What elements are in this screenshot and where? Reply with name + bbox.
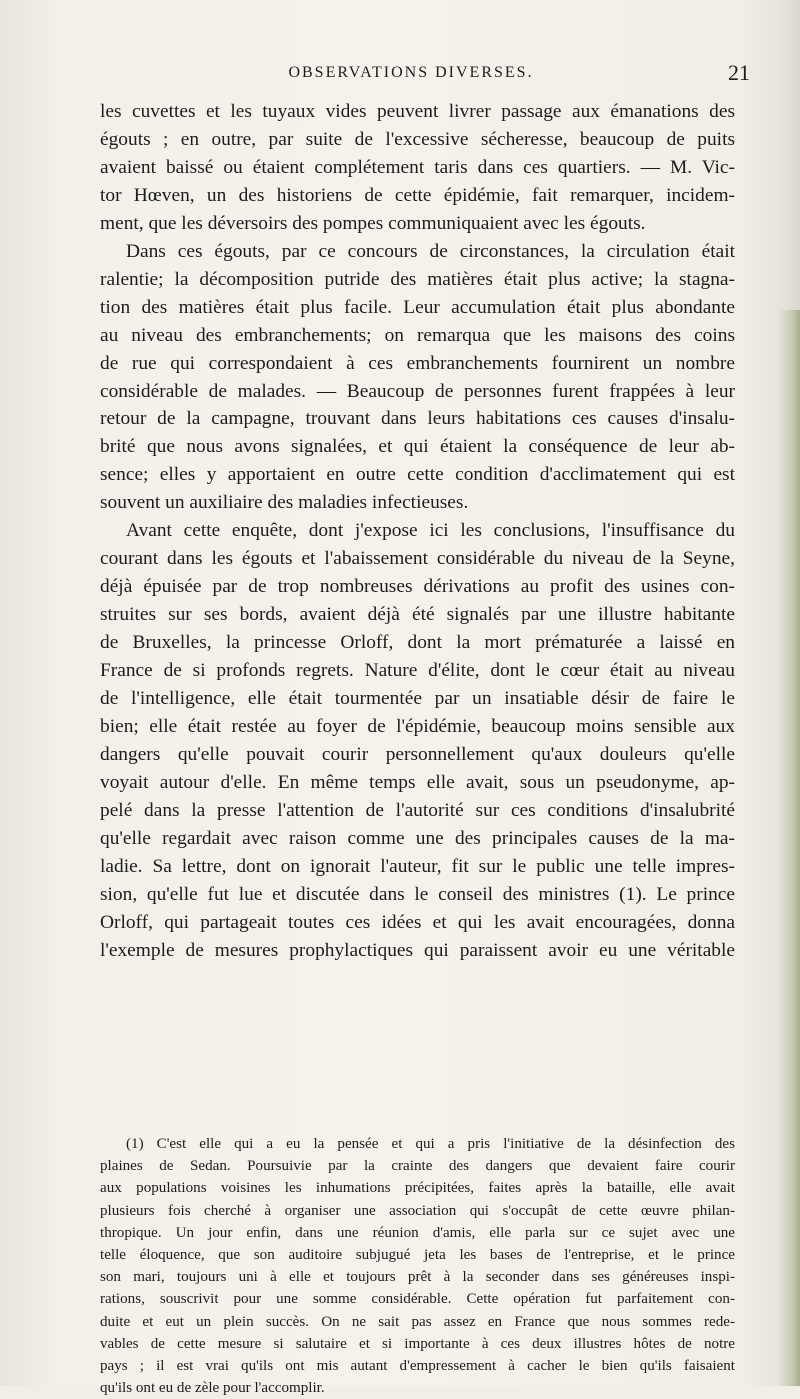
text-line: ment, que les déversoirs des pompes communiquaient avec les égouts. <box>100 212 646 234</box>
page-edge-stain <box>778 310 800 1386</box>
footnote-line: vables de cette mesure si salutaire et si importante à ces deux illustres hôtes de notre <box>100 1335 735 1352</box>
page-number: 21 <box>728 60 750 85</box>
text-line: de rue qui correspondaient à ces embranchements fournirent un nombre <box>100 352 735 374</box>
text-line: qu'elle regardait avec raison comme une des principales causes de la ma- <box>100 827 735 849</box>
text-line: au niveau des embranchements; on remarqua que les maisons des coins <box>100 324 735 346</box>
text-line: pelé dans la presse l'attention de l'autorité sur ces conditions d'insalubrité <box>100 799 735 821</box>
text-line: tor Hœven, un des historiens de cette épidémie, fait remarquer, incidem- <box>100 184 735 206</box>
text-line: courant dans les égouts et l'abaissement considérable du niveau de la Seyne, <box>100 548 735 570</box>
main-text <box>100 98 735 965</box>
text-line: retour de la campagne, trouvant dans leurs habitations ces causes d'insalu- <box>100 408 735 430</box>
footnote-line: (1) C'est elle qui a eu la pensée et qui a pris l'initiative de la désinfection des <box>126 1136 735 1152</box>
text-line: Orloff, qui partageait toutes ces idées et qui les avait encouragées, donna <box>100 911 735 933</box>
text-line: ralentie; la décomposition putride des matières était plus active; la stagna- <box>100 268 735 290</box>
text-line: Avant cette enquête, dont j'expose ici les conclusions, l'insuffisance du <box>126 520 735 542</box>
text-line: sence; elles y apportaient en outre cette condition d'acclimatement qui est <box>100 464 735 486</box>
text-line: bien; elle était restée au foyer de l'épidémie, beaucoup moins sensible aux <box>100 715 735 737</box>
text-line: brité que nous avons signalées, et qui étaient la conséquence de leur ab- <box>100 436 735 458</box>
text-line: dangers qu'elle pouvait courir personnellement qu'aux douleurs qu'elle <box>100 743 735 765</box>
footnote-line: aux populations voisines les inhumations précipitées, faites après la bataille, elle avait <box>100 1180 735 1197</box>
text-line: Dans ces égouts, par ce concours de circonstances, la circulation était <box>126 240 735 262</box>
text-line: égouts ; en outre, par suite de l'excessive sécheresse, beaucoup de puits <box>100 128 735 150</box>
running-title: OBSERVATIONS DIVERSES. <box>288 64 534 81</box>
footnote-line: telle éloquence, que son auditoire subjugué jeta les bases de l'entreprise, et le prince <box>100 1247 735 1264</box>
footnote-line: thropique. Un jour enfin, dans une réunion d'amis, elle parla sur ce sujet avec une <box>100 1224 735 1241</box>
text-line: sion, qu'elle fut lue et discutée dans le conseil des ministres (1). Le prince <box>100 883 735 905</box>
footnote-line: son mari, toujours uni à elle et toujours prêt à la seconder dans ses généreuses inspi- <box>100 1269 735 1286</box>
footnote-line: qu'ils ont eu de zèle pour l'accomplir. <box>100 1380 325 1397</box>
text-line: ladie. Sa lettre, dont on ignorait l'auteur, fit sur le public une telle impres- <box>100 855 735 877</box>
text-line: voyait autour d'elle. En même temps elle avait, sous un pseudonyme, ap- <box>100 771 735 793</box>
text-line: l'exemple de mesures prophylactiques qui paraissent avoir eu une véritable <box>100 939 735 961</box>
text-line: les cuvettes et les tuyaux vides peuvent livrer passage aux émanations des <box>100 101 735 122</box>
text-line: avaient baissé ou étaient complétement taris dans ces quartiers. — M. Vic- <box>100 156 735 178</box>
footnote-line: rations, souscrivit pour une somme considérable. Cette opération fut parfaitement con- <box>100 1291 735 1308</box>
text-line: de l'intelligence, elle était tourmentée par un insatiable désir de faire le <box>100 688 735 710</box>
text-line: tion des matières était plus facile. Leur accumulation était plus abondante <box>100 296 735 318</box>
footnote-line: duite et eut un plein succès. On ne sait pas assez en France que nous sommes rede- <box>100 1313 735 1330</box>
footnote-line: plaines de Sedan. Poursuivie par la crainte des dangers que devaient faire courir <box>100 1158 735 1175</box>
footnote-line: pays ; il est vrai qu'ils ont mis autant d'empressement à cacher le bien qu'ils faisaient <box>100 1358 735 1375</box>
text-line: considérable de malades. — Beaucoup de personnes furent frappées à leur <box>100 380 735 402</box>
text-line: souvent un auxiliaire des maladies infectieuses. <box>100 492 469 514</box>
text-line: déjà épuisée par de trop nombreuses dérivations au profit des usines con- <box>100 576 735 598</box>
text-line: France de si profonds regrets. Nature d'élite, dont le cœur était au niveau <box>100 660 735 682</box>
running-head <box>72 62 750 88</box>
text-line: struites sur ses bords, avaient déjà été signalés par une illustre habitante <box>100 604 735 626</box>
footnote-line: plusieurs fois cherché à organiser une association qui s'occupât de cette œuvre philan- <box>100 1202 735 1219</box>
footnote <box>100 1133 735 1399</box>
text-line: de Bruxelles, la princesse Orloff, dont la mort prématurée a laissé en <box>100 632 735 654</box>
